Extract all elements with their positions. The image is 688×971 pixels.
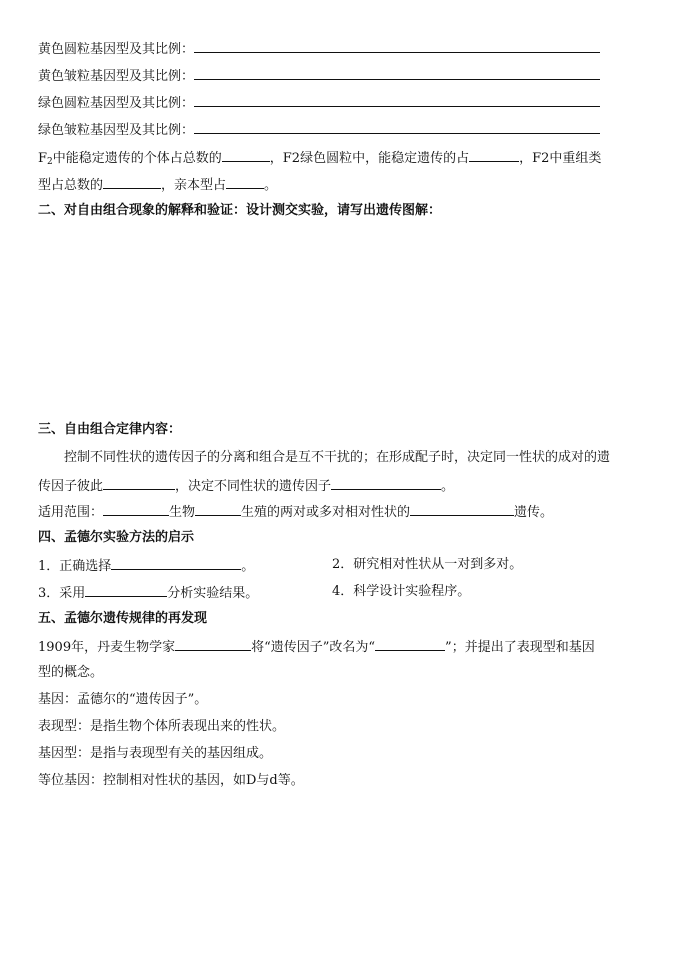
- answer-blank[interactable]: [194, 66, 600, 80]
- text: ，F2绿色圆粒中，能稳定遗传的占: [269, 151, 470, 166]
- definition-genotype: 基因型：是指与表现型有关的基因组成。: [38, 746, 273, 761]
- text: 生物: [169, 505, 196, 520]
- rediscovery-line1: [38, 637, 595, 657]
- ratio-line-green-wrinkled: [38, 120, 600, 140]
- scope-line: [38, 502, 553, 522]
- answer-blank[interactable]: [195, 502, 241, 516]
- answer-blank[interactable]: [194, 39, 600, 53]
- answer-blank[interactable]: [103, 502, 169, 516]
- answer-blank[interactable]: [222, 148, 270, 162]
- answer-blank[interactable]: [331, 476, 441, 490]
- section5-heading: 五、孟德尔遗传规律的再发现: [38, 611, 208, 626]
- section4-heading: 四、孟德尔实验方法的启示: [38, 530, 195, 545]
- method-item-4: 4．科学设计实验程序。: [332, 584, 471, 599]
- answer-blank[interactable]: [111, 556, 241, 570]
- ratio-line-yellow-wrinkled: [38, 66, 600, 86]
- text: 传因子彼此: [38, 479, 104, 494]
- section2-heading: 二、对自由组合现象的解释和验证：设计测交实验，请写出遗传图解：: [38, 203, 442, 218]
- text: ，F2中重组类: [519, 151, 602, 166]
- answer-blank[interactable]: [103, 476, 175, 490]
- text: 适用范围：: [38, 505, 104, 520]
- answer-blank[interactable]: [85, 583, 167, 597]
- f2-stability-line: [38, 148, 601, 168]
- ratio-line-yellow-round: [38, 39, 600, 59]
- text: ，亲本型占: [161, 178, 227, 193]
- rediscovery-line2: 型的概念。: [38, 665, 104, 680]
- definition-allele: 等位基因：控制相对性状的基因，如D与d等。: [38, 773, 304, 788]
- ratio-label: 黄色圆粒基因型及其比例：: [38, 42, 195, 57]
- ratio-line-green-round: [38, 93, 600, 113]
- ratio-label: 绿色圆粒基因型及其比例：: [38, 96, 195, 111]
- answer-blank[interactable]: [375, 637, 445, 651]
- definition-phenotype: 表现型：是指生物个体所表现出来的性状。: [38, 719, 286, 734]
- method-item-2: 2．研究相对性状从一对到多对。: [332, 557, 523, 572]
- method-item-3: [38, 583, 258, 603]
- answer-blank[interactable]: [194, 93, 600, 107]
- answer-blank[interactable]: [469, 148, 519, 162]
- law-content-line1: 控制不同性状的遗传因子的分离和组合是互不干扰的；在形成配子时，决定同一性状的成对的遗: [64, 450, 611, 465]
- answer-blank[interactable]: [194, 120, 600, 134]
- subscript: 2: [47, 157, 53, 167]
- definition-gene: 基因：孟德尔的“遗传因子”。: [38, 692, 208, 707]
- text: 分析实验结果。: [167, 586, 259, 601]
- ratio-label: 绿色皱粒基因型及其比例：: [38, 123, 195, 138]
- text: ，决定不同性状的遗传因子: [175, 479, 332, 494]
- text: 型占总数的: [38, 178, 104, 193]
- f-letter: F: [38, 151, 48, 166]
- text: 3．采用: [38, 586, 86, 601]
- text: ”；并提出了表现型和基因: [445, 640, 595, 655]
- section3-heading: 三、自由组合定律内容：: [38, 422, 182, 437]
- f2-recombinant-line: [38, 175, 277, 195]
- answer-blank[interactable]: [175, 637, 251, 651]
- genetic-diagram-answer-area[interactable]: [38, 224, 650, 414]
- text: 生殖的两对或多对相对性状的: [241, 505, 411, 520]
- text: 1．正确选择: [38, 559, 112, 574]
- answer-blank[interactable]: [226, 175, 264, 189]
- ratio-label: 黄色皱粒基因型及其比例：: [38, 69, 195, 84]
- law-content-line2: [38, 476, 454, 496]
- answer-blank[interactable]: [410, 502, 514, 516]
- text: 遗传。: [514, 505, 554, 520]
- text: 将“遗传因子”改名为“: [251, 640, 376, 655]
- method-item-1: [38, 556, 254, 576]
- text: 。: [441, 479, 455, 494]
- answer-blank[interactable]: [103, 175, 161, 189]
- text: 中能稳定遗传的个体占总数的: [52, 151, 222, 166]
- text: 。: [264, 178, 278, 193]
- text: 1909年，丹麦生物学家: [38, 640, 176, 655]
- text: 。: [241, 559, 255, 574]
